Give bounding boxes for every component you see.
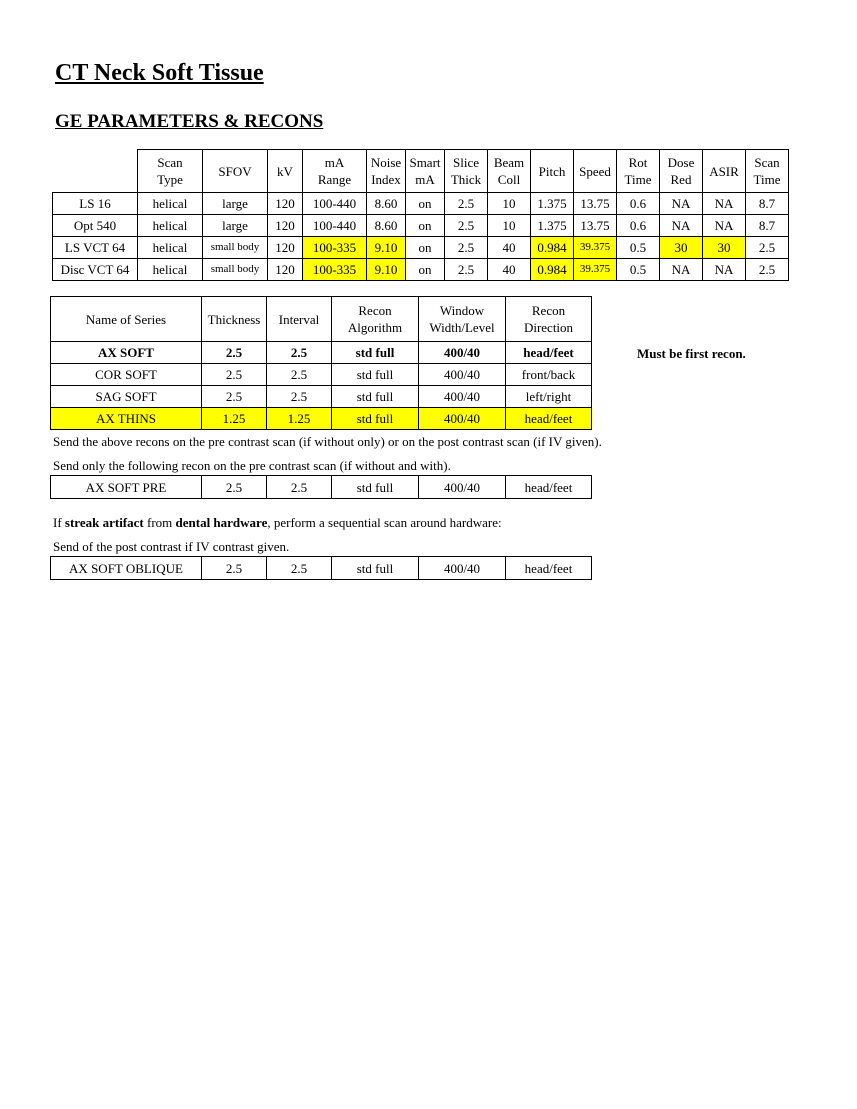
table-header-row: [53, 150, 789, 193]
table-cell: 2.5: [445, 215, 488, 237]
table-cell: 1.375: [531, 215, 574, 237]
table-cell: 8.7: [746, 215, 789, 237]
scanner-name: LS 16: [53, 193, 138, 215]
highlighted-cell: 39.375: [574, 259, 617, 281]
table-cell: 2.5: [267, 342, 332, 364]
table-cell: 0.6: [617, 193, 660, 215]
scanner-name: Opt 540: [53, 215, 138, 237]
table-cell: 8.7: [746, 193, 789, 215]
recons-table: [50, 296, 592, 430]
table-cell: helical: [138, 237, 203, 259]
table-cell: 400/40: [419, 408, 506, 430]
table-cell: helical: [138, 259, 203, 281]
table-cell: 0.5: [617, 237, 660, 259]
table-cell: 8.60: [367, 215, 406, 237]
scanner-name: Disc VCT 64: [53, 259, 138, 281]
series-name: AX SOFT: [51, 342, 202, 364]
table-cell: 13.75: [574, 193, 617, 215]
table-cell: 2.5: [202, 342, 267, 364]
header-cell: SFOV: [203, 150, 268, 193]
table-cell: head/feet: [506, 476, 592, 499]
header-cell: Thickness: [202, 297, 267, 342]
header-cell: Beam Coll: [488, 150, 531, 193]
table-cell: head/feet: [506, 408, 592, 430]
send-post-note: Send of the post contrast if IV contrast given.: [53, 539, 290, 554]
table-cell: 10: [488, 215, 531, 237]
table-cell: 400/40: [419, 342, 506, 364]
table-cell: large: [203, 193, 268, 215]
header-cell: Window Width/Level: [419, 297, 506, 342]
table-cell: 100-440: [303, 193, 367, 215]
table-cell: head/feet: [506, 557, 592, 580]
ge-parameters-table: [52, 149, 789, 281]
table-cell: helical: [138, 215, 203, 237]
table-cell: head/feet: [506, 342, 592, 364]
header-cell: ASIR: [703, 150, 746, 193]
oblique-recon-table: [50, 556, 592, 580]
table-cell: small body: [203, 259, 268, 281]
series-name: SAG SOFT: [51, 386, 202, 408]
highlighted-cell: 100-335: [303, 237, 367, 259]
highlighted-cell: 0.984: [531, 237, 574, 259]
table-cell: 2.5: [267, 557, 332, 580]
first-recon-note: Must be first recon.: [637, 346, 746, 361]
header-cell: Interval: [267, 297, 332, 342]
series-name: AX THINS: [51, 408, 202, 430]
table-cell: small body: [203, 237, 268, 259]
header-cell: Scan Time: [746, 150, 789, 193]
highlighted-cell: 9.10: [367, 237, 406, 259]
highlighted-cell: 0.984: [531, 259, 574, 281]
table-cell: 13.75: [574, 215, 617, 237]
table-cell: on: [406, 237, 445, 259]
table-cell: 0.6: [617, 215, 660, 237]
table-cell: 120: [268, 193, 303, 215]
table-cell: 400/40: [419, 386, 506, 408]
table-cell: large: [203, 215, 268, 237]
table-cell: std full: [332, 386, 419, 408]
table-cell: 120: [268, 259, 303, 281]
table-cell: helical: [138, 193, 203, 215]
table-cell: 2.5: [267, 476, 332, 499]
table-row: [53, 193, 789, 215]
header-cell: Recon Algorithm: [332, 297, 419, 342]
table-cell: 400/40: [419, 557, 506, 580]
scanner-name: LS VCT 64: [53, 237, 138, 259]
highlighted-cell: 9.10: [367, 259, 406, 281]
table-cell: 8.60: [367, 193, 406, 215]
table-cell: NA: [660, 215, 703, 237]
table-cell: NA: [660, 259, 703, 281]
table-cell: 2.5: [746, 237, 789, 259]
table-cell: 120: [268, 237, 303, 259]
table-cell: 2.5: [445, 237, 488, 259]
page-title: CT Neck Soft Tissue: [55, 60, 264, 86]
header-cell: mA Range: [303, 150, 367, 193]
table-cell: NA: [703, 193, 746, 215]
table-cell: 0.5: [617, 259, 660, 281]
header-cell: Slice Thick: [445, 150, 488, 193]
table-cell: on: [406, 193, 445, 215]
table-cell: std full: [332, 557, 419, 580]
table-cell: 2.5: [445, 193, 488, 215]
header-cell: kV: [268, 150, 303, 193]
series-name: AX SOFT PRE: [51, 476, 202, 499]
table-header-row: [51, 297, 592, 342]
send-above-note: Send the above recons on the pre contrast scan (if without only) or on the post contrast scan (if IV given).: [53, 434, 602, 449]
table-row: [51, 364, 592, 386]
header-cell: Pitch: [531, 150, 574, 193]
highlighted-cell: 30: [660, 237, 703, 259]
table-cell: 2.5: [202, 386, 267, 408]
table-row: [51, 476, 592, 499]
highlighted-cell: 100-335: [303, 259, 367, 281]
header-cell: Speed: [574, 150, 617, 193]
table-cell: 2.5: [445, 259, 488, 281]
table-row: [53, 215, 789, 237]
table-cell: 1.25: [267, 408, 332, 430]
table-cell: NA: [660, 193, 703, 215]
table-row: [51, 557, 592, 580]
table-cell: 2.5: [267, 386, 332, 408]
table-cell: front/back: [506, 364, 592, 386]
table-cell: on: [406, 215, 445, 237]
streak-artifact-note: If streak artifact from dental hardware, perform a sequential scan around hardware:: [53, 515, 502, 530]
header-cell: Dose Red: [660, 150, 703, 193]
table-cell: 2.5: [746, 259, 789, 281]
section-title: GE PARAMETERS & RECONS: [55, 111, 324, 132]
header-blank-cell: [53, 150, 138, 193]
header-cell: Noise Index: [367, 150, 406, 193]
series-name: AX SOFT OBLIQUE: [51, 557, 202, 580]
table-cell: 100-440: [303, 215, 367, 237]
table-cell: left/right: [506, 386, 592, 408]
header-cell: Rot Time: [617, 150, 660, 193]
table-cell: 10: [488, 193, 531, 215]
highlighted-cell: 39.375: [574, 237, 617, 259]
highlighted-row: [51, 408, 592, 430]
table-row: [53, 259, 789, 281]
table-cell: 40: [488, 259, 531, 281]
table-cell: NA: [703, 215, 746, 237]
table-cell: 1.25: [202, 408, 267, 430]
highlighted-cell: 30: [703, 237, 746, 259]
table-cell: 2.5: [202, 557, 267, 580]
table-cell: 2.5: [202, 476, 267, 499]
header-cell: Smart mA: [406, 150, 445, 193]
table-cell: std full: [332, 476, 419, 499]
header-cell: Scan Type: [138, 150, 203, 193]
table-cell: 120: [268, 215, 303, 237]
pre-contrast-recon-table: [50, 475, 592, 499]
table-cell: std full: [332, 342, 419, 364]
table-row: [53, 237, 789, 259]
table-cell: std full: [332, 364, 419, 386]
table-row: [51, 386, 592, 408]
table-cell: std full: [332, 408, 419, 430]
table-cell: 2.5: [267, 364, 332, 386]
header-cell: Recon Direction: [506, 297, 592, 342]
header-cell: Name of Series: [51, 297, 202, 342]
series-name: COR SOFT: [51, 364, 202, 386]
table-cell: 400/40: [419, 476, 506, 499]
table-cell: on: [406, 259, 445, 281]
table-cell: 1.375: [531, 193, 574, 215]
table-cell: NA: [703, 259, 746, 281]
table-cell: 40: [488, 237, 531, 259]
table-cell: 400/40: [419, 364, 506, 386]
table-row: [51, 342, 592, 364]
table-cell: 2.5: [202, 364, 267, 386]
send-only-note: Send only the following recon on the pre contrast scan (if without and with).: [53, 458, 451, 473]
